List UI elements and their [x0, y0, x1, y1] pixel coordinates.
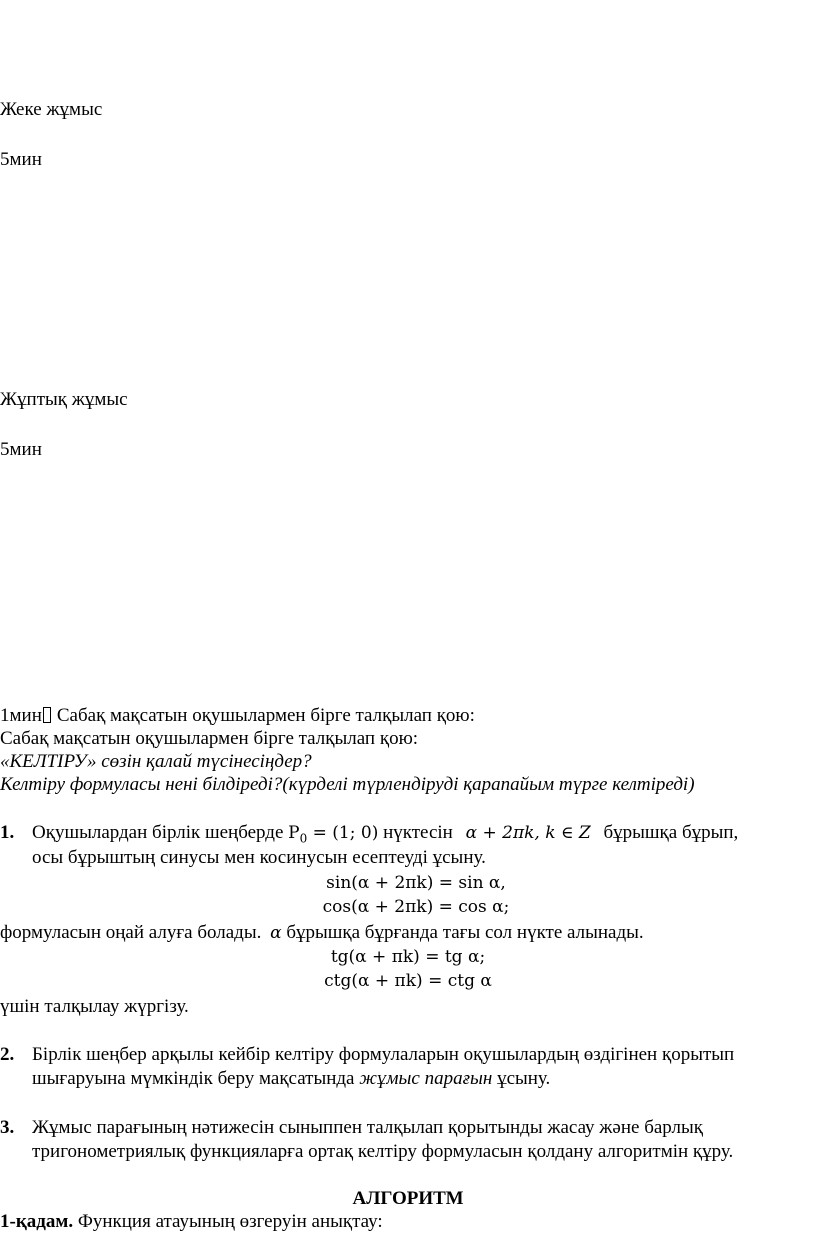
step1-line-2: осы бұрыштың синусы мен косинусын есептеуді ұсыну. — [32, 847, 486, 868]
step2-number: 2. — [0, 1044, 15, 1065]
individual-work-time: 5мин — [0, 149, 42, 170]
algorithm-step-text: Функция атауының өзгеруін анықтау: — [77, 1211, 383, 1232]
step1-line-1 — [32, 821, 738, 845]
step2-line-1: Бірлік шеңбер арқылы кейбір келтіру формулаларын оқушылардың өздігінен қорытып — [32, 1044, 735, 1065]
formula-cos: cos(α + 2πk) = cos α; — [322, 897, 510, 917]
algorithm-title: АЛГОРИТМ — [352, 1188, 464, 1209]
step1-line-4: үшін талқылау жүргізу. — [0, 996, 189, 1017]
step1-line-3: формуласын оңай алуға болады. α бұрышқа бұрғанда тағы сол нүкте алынады. — [0, 922, 644, 943]
formula-sin: sin(α + 2πk) = sin α, — [326, 873, 506, 893]
individual-work-label: Жеке жұмыс — [0, 99, 103, 120]
step3-number: 3. — [0, 1117, 15, 1138]
step1-angle: α + 2πk, k ∈ Z — [465, 823, 591, 843]
algorithm-step-label: 1-қадам. — [0, 1211, 74, 1232]
step3-line-2: тригонометриялық функцияларға ортақ келтіру формуласын қолдану алгоритмін құру. — [32, 1141, 734, 1162]
step1-text-b: нүктесін — [383, 822, 453, 843]
goal-time: 1мин — [0, 705, 42, 726]
step1-text-a: Оқушылардан бірлік шеңберде — [32, 822, 284, 843]
step2-line-2: шығаруына мүмкіндік беру мақсатында жұмыс парағын ұсыну. — [32, 1068, 551, 1089]
goal-line-2: Сабақ мақсатын оқушылармен бірге талқылап қою: — [0, 728, 419, 749]
pair-work-time: 5мин — [0, 439, 42, 460]
missing-glyph-box-icon — [43, 707, 51, 723]
step1-point: $P_0 = (1$; 0) — [288, 823, 379, 846]
step3-line-1: Жұмыс парағының нәтижесін сыныппен талқылап қорытынды жасау және барлық — [32, 1117, 704, 1138]
pair-work-label: Жұптық жұмыс — [0, 389, 128, 410]
worksheet-term: жұмыс парағын — [359, 1068, 493, 1089]
goal-question-2: Келтіру формуласы нені білдіреді?(күрделі түрлендіруді қарапайым түрге келтіреді) — [0, 774, 695, 795]
formula-tg: tg(α + πk) = tg α; — [330, 947, 486, 967]
step1-number: 1. — [0, 822, 15, 843]
formula-ctg: ctg(α + πk) = ctg α — [324, 971, 492, 991]
goal-text-1: Сабақ мақсатын оқушылармен бірге талқылап қою: — [56, 705, 475, 726]
algorithm-step-1 — [0, 1210, 383, 1234]
alpha-symbol: α — [270, 923, 282, 943]
goal-question-1: «КЕЛТІРУ» сөзін қалай түсінесіңдер? — [0, 751, 312, 772]
step1-text-c: бұрышқа бұрып, — [603, 822, 739, 843]
goal-line-1 — [0, 704, 475, 728]
